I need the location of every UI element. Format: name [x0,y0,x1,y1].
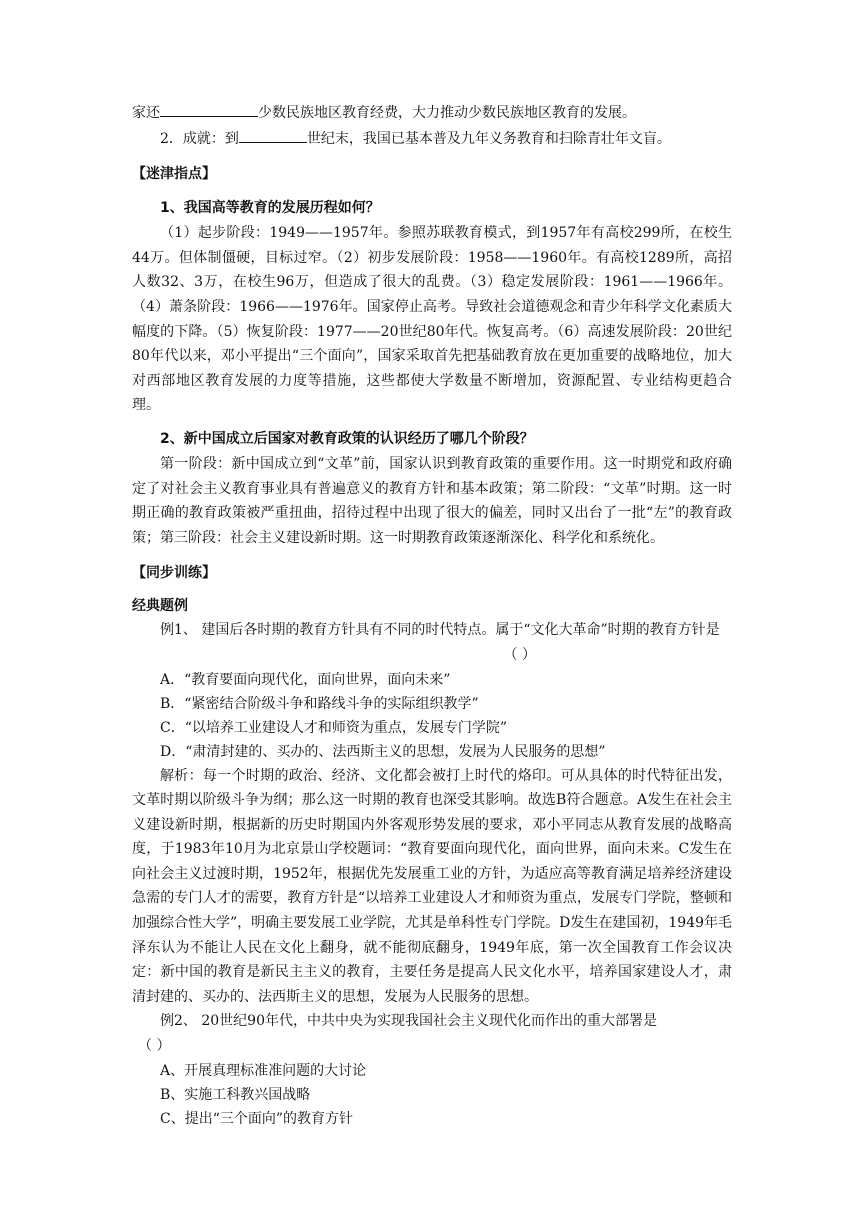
fill-blank [239,126,307,143]
sub-heading-examples: 经典题例 [132,598,188,615]
fill-blank [160,100,258,117]
example-1-bracket-line [132,643,732,668]
paragraph-achievement [132,126,732,152]
section-heading-training: 【同步训练】 [132,565,216,582]
example-2-stem: 例2、 20世纪90年代，中共中央为实现我国社会主义现代化而作出的重大部署是 [160,1013,657,1030]
text-prefix: 家还 [132,105,160,121]
example-1-option-a: A．“教育要面向现代化，面向世界，面向未来” [160,671,451,688]
example-2-option-b: B、实施工科教兴国战略 [160,1086,311,1103]
answer-bracket: （ ） [503,646,536,663]
example-1-option-b: B．“紧密结合阶级斗争和路线斗争的实际组织教学” [160,695,479,712]
example-1-analysis: 解析：每一个时期的政治、经济、文化都会被打上时代的烙印。可从具体的时代特征出发，文革时期以阶级斗争为纲；那么这一时期的教育也深受其影响。故选B符合题意。A发生在社会主义建设新时期，根据新的历史时期国内外客观形势发展的要求，邓小平同志从教育发展的战略高度，于1983年10月为北京景山学校题词：“教育要面向现代化，面向世界，面向未来。C发生在向社会主义过渡时期，1952年，根据优先发展重工业的方针，为适应高等教育满足培养经济建设急需的专门人才的需要，教育方针是“以培养工业建设人才和师资为重点，发展专门学院，整顿和加强综合性大学”，明确主要发展工业学院，尤其是单科性专门学院。D发生在建国初，1949年毛泽东认为不能让人民在文化上翻身，就不能彻底翻身，1949年底，第一次全国教育工作会议决定：新中国的教育是新民主主义的教育，主要任务是提高人民文化水平，培养国家建设人才，肃清封建的、买办的、法西斯主义的思想，发展为人民服务的思想。 [132,767,733,1005]
example-2-option-c: C、提出“三个面向”的教育方针 [160,1110,354,1127]
example-2-bracket-line [132,1034,732,1059]
example-1-option-d: D．“肃清封建的、买办的、法西斯主义的思想，发展为人民服务的思想” [160,743,606,760]
question-heading-1: 1、我国高等教育的发展历程如何？ [160,200,380,217]
example-1-option-c: C．“以培养工业建设人才和师资为重点，发展专门学院” [160,719,508,736]
text-prefix: 2．成就：到 [160,130,239,147]
paragraph-funding [132,100,732,126]
answer-paragraph-2: 第一阶段：新中国成立到“文革”前，国家认识到教育政策的重要作用。这一时期党和政府确定了对社会主义教育事业具有普遍意义的教育方针和基本政策；第二阶段：“文革”时期。这一时期正确的教育政策被严重扭曲，招待过程中出现了很大的偏差，同时又出台了一批“左”的教育政策；第三阶段：社会主义建设新时期。这一时期教育政策逐渐深化、科学化和系统化。 [132,455,732,546]
question-heading-2: 2、新中国成立后国家对教育政策的认识经历了哪几个阶段？ [160,430,534,447]
text-suffix: 世纪末，我国已基本普及九年义务教育和扫除青壮年文盲。 [306,130,671,147]
example-2-option-a: A、开展真理标准准问题的大讨论 [160,1062,367,1079]
example-1-stem: 例1、 建国后各时期的教育方针具有不同的时代特点。属于“文化大革命”时期的教育方针是 [160,622,720,639]
section-heading-tips: 【迷津指点】 [132,166,216,183]
document-content [132,100,732,1131]
answer-bracket: （ ） [138,1038,171,1055]
answer-paragraph-1: （1）起步阶段：1949——1957年。参照苏联教育模式，到1957年有高校299所，在校生44万。但体制僵硬，目标过窄。（2）初步发展阶段：1958——1960年。有高校1289所，高招人数32、3万，在校生96万，但造成了很大的乱费。（3）稳定发展阶段：1961——1966年。（4）萧条阶段：1966——1976年。国家停止高考。导致社会道德观念和青少年科学文化素质大幅度的下降。（5）恢复阶段：1977——20世纪80年代。恢复高考。（6）高速发展阶段：20世纪80年代以来，邓小平提出“三个面向”，国家采取首先把基础教育放在更加重要的战略地位，加大对西部地区教育发展的力度等措施，这些都使大学数量不断增加，资源配置、专业结构更趋合理。 [132,225,732,414]
text-suffix: 少数民族地区教育经费，大力推动少数民族地区教育的发展。 [258,105,636,121]
